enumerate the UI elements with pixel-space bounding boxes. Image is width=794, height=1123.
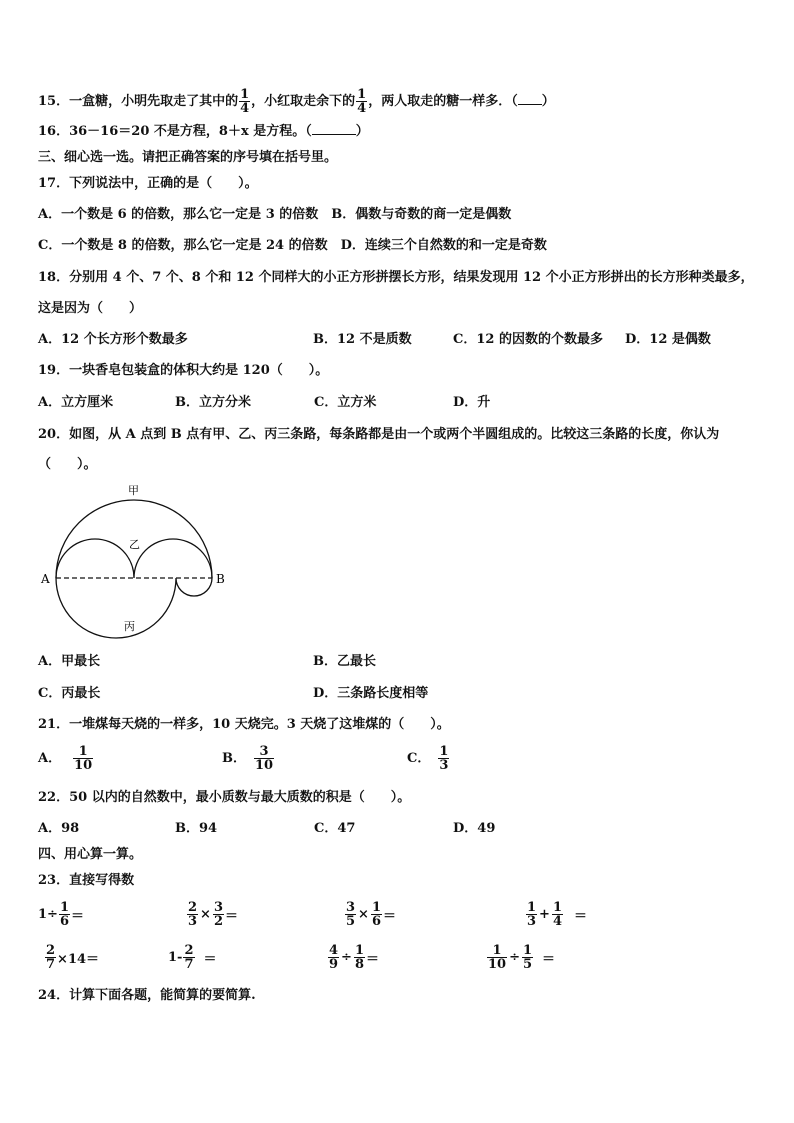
calc-expression-1: 1÷ $\frac{1}{6}$ ＝ <box>38 900 85 929</box>
question-18-option-b: B．12 不是质数 <box>313 332 412 347</box>
label-yi: 乙 <box>129 538 140 551</box>
question-19-option-c: C．立方米 <box>314 395 377 410</box>
section-3-heading: 三、细心选一选。请把正确答案的序号填在括号里。 <box>38 150 338 165</box>
label-point-b: B <box>216 572 225 586</box>
calc-expression-5: $\frac{2}{7}$ ×14＝ <box>46 943 100 972</box>
answer-blank[interactable] <box>312 134 356 135</box>
question-18-option-d: D．12 是偶数 <box>625 332 711 347</box>
calc-expression-2: $\frac{2}{3}$ × $\frac{3}{2}$ ＝ <box>188 900 239 929</box>
question-22-option-d: D．49 <box>453 821 496 836</box>
calc-expression-7: $\frac{4}{9}$ ÷ $\frac{1}{8}$ ＝ <box>329 943 380 972</box>
calc-expression-4: $\frac{1}{3}$ + $\frac{1}{4}$ ＝ <box>527 900 588 929</box>
question-20-option-d: D．三条路长度相等 <box>313 686 429 701</box>
question-17-options-cd: C．一个数是 8 的倍数，那么它一定是 24 的倍数 D．连续三个自然数的和一定是奇数 <box>38 238 547 253</box>
calc-expression-8: $\frac{1}{10}$ ÷ $\frac{1}{5}$ ＝ <box>488 943 556 972</box>
label-point-a: A <box>41 572 50 586</box>
question-16: 16．36－16＝20 不是方程，8＋x 是方程。（ ） <box>38 124 369 139</box>
question-23-stem: 23．直接写得数 <box>38 873 135 888</box>
question-18-stem: 18．分别用 4 个、7 个、8 个和 12 个同样大的小正方形拼摆长方形，结果发现用 12 个小正方形拼出的长方形种类最多， <box>38 270 754 285</box>
question-22-stem: 22．50 以内的自然数中，最小质数与最大质数的积是（ ）。 <box>38 790 411 805</box>
question-19-option-b: B．立方分米 <box>175 395 251 410</box>
fraction: $\frac{1}{4}$ <box>240 87 250 116</box>
question-17-stem: 17．下列说法中，正确的是（ ）。 <box>38 176 258 191</box>
calc-expression-6: 1- $\frac{2}{7}$ ＝ <box>168 943 217 972</box>
question-22-option-a: A．98 <box>38 821 80 836</box>
label-jia: 甲 <box>128 484 139 497</box>
question-20-option-b: B．乙最长 <box>313 654 376 669</box>
fraction: $\frac{1}{4}$ <box>357 87 367 116</box>
question-19-stem: 19．一块香皂包装盒的体积大约是 120（ ）。 <box>38 363 329 378</box>
answer-blank[interactable] <box>518 104 542 105</box>
label-bing: 丙 <box>124 620 135 633</box>
section-4-heading: 四、用心算一算。 <box>38 847 143 862</box>
question-21-option-c: C． $\frac{1}{3}$ <box>407 744 449 773</box>
question-21-option-a: A． $\frac{1}{10}$ <box>38 744 93 773</box>
question-21-option-b: B． $\frac{3}{10}$ <box>222 744 274 773</box>
question-18-stem-cont: 这是因为（ ） <box>38 301 143 316</box>
question-21-stem: 21．一堆煤每天烧的一样多，10 天烧完。3 天烧了这堆煤的（ ）。 <box>38 717 450 732</box>
question-20-option-c: C．丙最长 <box>38 686 101 701</box>
question-17-options-ab: A．一个数是 6 的倍数，那么它一定是 3 的倍数 B．偶数与奇数的商一定是偶数 <box>38 207 512 222</box>
question-20-stem: 20．如图，从 A 点到 B 点有甲、乙、丙三条路，每条路都是由一个或两个半圆组成的。比较这三条路的长度，你认为 <box>38 427 720 442</box>
question-22-option-c: C．47 <box>314 821 356 836</box>
semicircle-paths-figure <box>36 478 236 640</box>
calc-expression-3: $\frac{3}{5}$ × $\frac{1}{6}$ ＝ <box>346 900 397 929</box>
question-15: 15．一盒糖，小明先取走了其中的 $\frac{1}{4}$ ，小红取走余下的 $\frac{1}{4}$ ，两人取走的糖一样多．（ ） <box>38 87 555 116</box>
question-19-option-d: D．升 <box>453 395 491 410</box>
question-24-stem: 24．计算下面各题，能简算的要简算. <box>38 988 256 1003</box>
question-18-option-c: C．12 的因数的个数最多 <box>453 332 603 347</box>
question-22-option-b: B．94 <box>175 821 218 836</box>
question-19-option-a: A．立方厘米 <box>38 395 114 410</box>
question-18-option-a: A．12 个长方形个数最多 <box>38 332 188 347</box>
question-20-option-a: A．甲最长 <box>38 654 101 669</box>
question-20-stem-cont: （ ）。 <box>38 457 97 472</box>
